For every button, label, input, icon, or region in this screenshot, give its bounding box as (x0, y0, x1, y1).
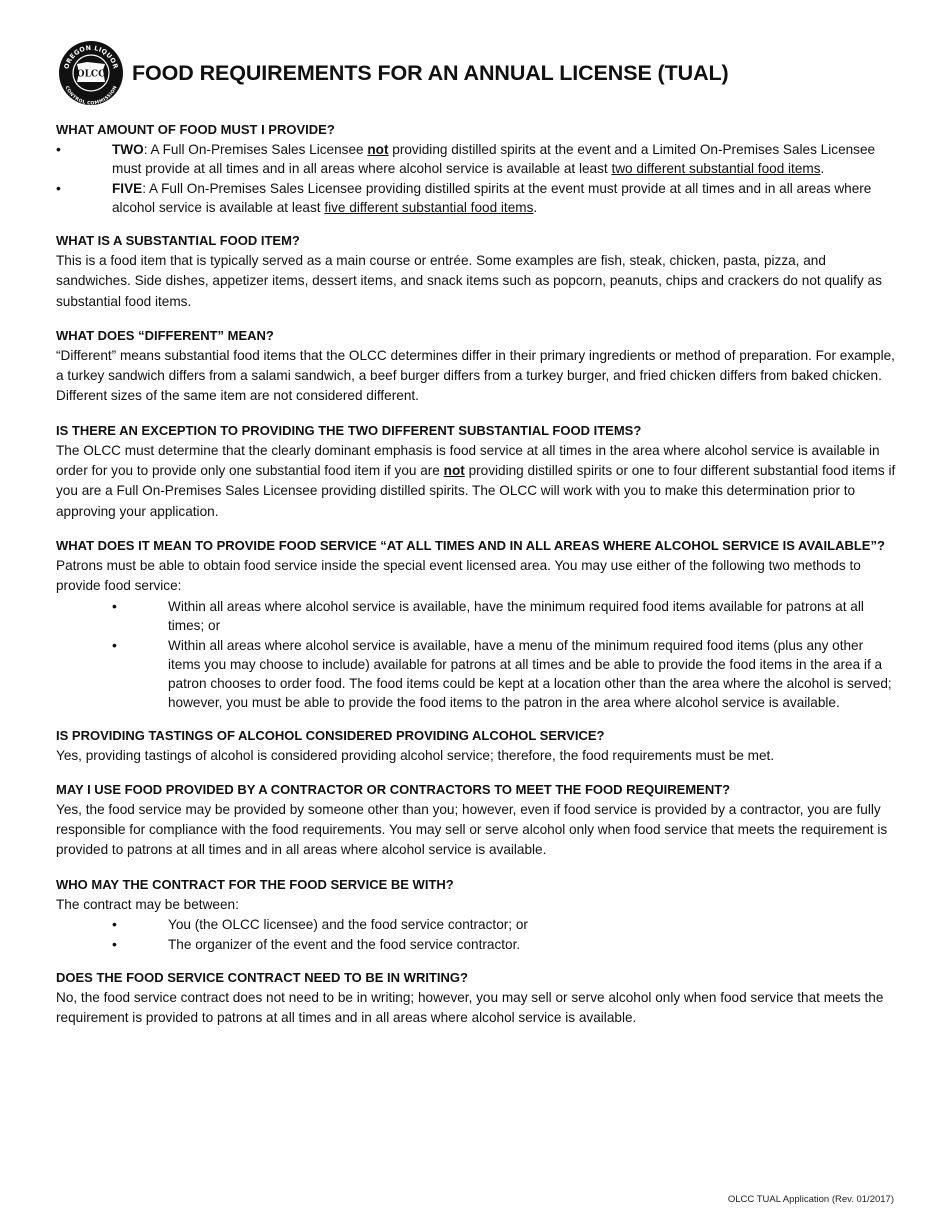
food-amount-list (56, 140, 896, 217)
list-item-five: • FIVE: A Full On-Premises Sales Licensee providing distilled spirits at the event must provide at all times and in all areas where alcohol service is available at least five different substantial food items. (56, 179, 896, 217)
section-body: No, the food service contract does not need to be in writing; however, you may sell or serve alcohol only when food service that meets the requirement is provided to patrons at all times and in all areas where alcohol service is available. (56, 990, 884, 1026)
section-intro: Patrons must be able to obtain food service inside the special event licensed area. You may use either of the following two methods to provide food service: (56, 557, 861, 594)
section-food-amount (56, 120, 896, 217)
section-body: Yes, the food service may be provided by someone other than you; however, even if food service is provided by a contractor, you are fully responsible for compliance with the food requirements. You may sell or serve alcohol only when food service that meets the requirement is provided to patrons at all times and in all areas where alcohol service is available. (56, 801, 888, 858)
method-list (56, 597, 896, 712)
olcc-seal-logo (58, 40, 124, 106)
section-substantial-food (56, 231, 896, 312)
svg-text:CONTROL COMMISSION: CONTROL COMMISSION (63, 85, 119, 106)
section-heading: WHAT DOES IT MEAN TO PROVIDE FOOD SERVICE “AT ALL TIMES AND IN ALL AREAS WHERE ALCOHOL SERVICE IS AVAILABLE”? (56, 537, 885, 553)
section-heading: WHO MAY THE CONTRACT FOR THE FOOD SERVICE BE WITH? (56, 876, 454, 892)
list-item-two: • TWO: A Full On-Premises Sales Licensee not providing distilled spirits at the event and a Limited On-Premises Sales Licensee must provide at all times and in all areas where alcohol service is available at least two different substantial food items. (56, 140, 896, 178)
page-footer: OLCC TUAL Application (Rev. 01/2017) (727, 1194, 894, 1205)
list-item: • You (the OLCC licensee) and the food service contractor; or (56, 915, 896, 934)
list-item: • Within all areas where alcohol service is available, have the minimum required food items available for patrons at all times; or (56, 597, 896, 635)
section-contractor (56, 780, 896, 861)
section-all-times (56, 536, 896, 712)
section-heading: DOES THE FOOD SERVICE CONTRACT NEED TO BE IN WRITING? (56, 970, 468, 986)
section-tastings (56, 726, 896, 766)
section-heading: IS PROVIDING TASTINGS OF ALCOHOL CONSIDERED PROVIDING ALCOHOL SERVICE? (56, 727, 605, 743)
svg-text:OREGON LIQUOR: OREGON LIQUOR (62, 43, 120, 70)
section-heading: IS THERE AN EXCEPTION TO PROVIDING THE TWO DIFFERENT SUBSTANTIAL FOOD ITEMS? (56, 422, 642, 438)
section-body: Yes, providing tastings of alcohol is considered providing alcohol service; therefore, the food requirements must be met. (56, 747, 775, 763)
section-heading: WHAT IS A SUBSTANTIAL FOOD ITEM? (56, 233, 300, 248)
page-title: FOOD REQUIREMENTS FOR AN ANNUAL LICENSE (TUAL) (132, 60, 729, 85)
section-exception (56, 421, 896, 522)
section-body: The OLCC must determine that the clearly dominant emphasis is food service at all times in the area where alcohol service is available in order for you to provide only one substantial food item if you are not providing distilled spirits or one to four different substantial food items if you are a Full On-Premises Sales Licensee providing distilled spirits. The OLCC will work with you to make this determination prior to approving your application. (56, 442, 896, 519)
svg-text:OLCC: OLCC (76, 69, 106, 80)
section-heading: WHAT DOES “DIFFERENT” MEAN? (56, 327, 274, 343)
section-body: “Different” means substantial food items that the OLCC determines differ in their primary ingredients or method of preparation. For example, a turkey sandwich differs from a salami sandwich, a beef burger differs from a turkey burger, and fried chicken differs from baked chicken. Different sizes of the same item are not considered different. (56, 347, 895, 404)
section-body: This is a food item that is typically served as a main course or entrée. Some examples are fish, steak, chicken, pasta, pizza, and sandwiches. Side dishes, appetizer items, dessert items, and snack items such as popcorn, peanuts, chips and crackers do not qualify as substantial food items. (56, 253, 882, 309)
list-item: • The organizer of the event and the food service contractor. (56, 935, 896, 954)
contract-party-list (56, 915, 896, 954)
page-header (58, 40, 896, 106)
section-different-meaning (56, 326, 896, 407)
section-heading: WHAT AMOUNT OF FOOD MUST I PROVIDE? (56, 122, 335, 137)
section-in-writing (56, 968, 896, 1029)
section-contract-with (56, 875, 896, 954)
document-page (56, 40, 896, 1029)
section-intro: The contract may be between: (56, 896, 239, 912)
list-item: • Within all areas where alcohol service is available, have a menu of the minimum required food items (plus any other items you may choose to include) available for patrons at all times and be able to provide the food items in the area if a patron chooses to order food. The food items could be kept at a location other than the area where the alcohol is served; however, you must be able to provide the food items to the patron in the area where alcohol service is available. (56, 636, 896, 712)
section-heading: MAY I USE FOOD PROVIDED BY A CONTRACTOR OR CONTRACTORS TO MEET THE FOOD REQUIREMENT? (56, 781, 731, 797)
